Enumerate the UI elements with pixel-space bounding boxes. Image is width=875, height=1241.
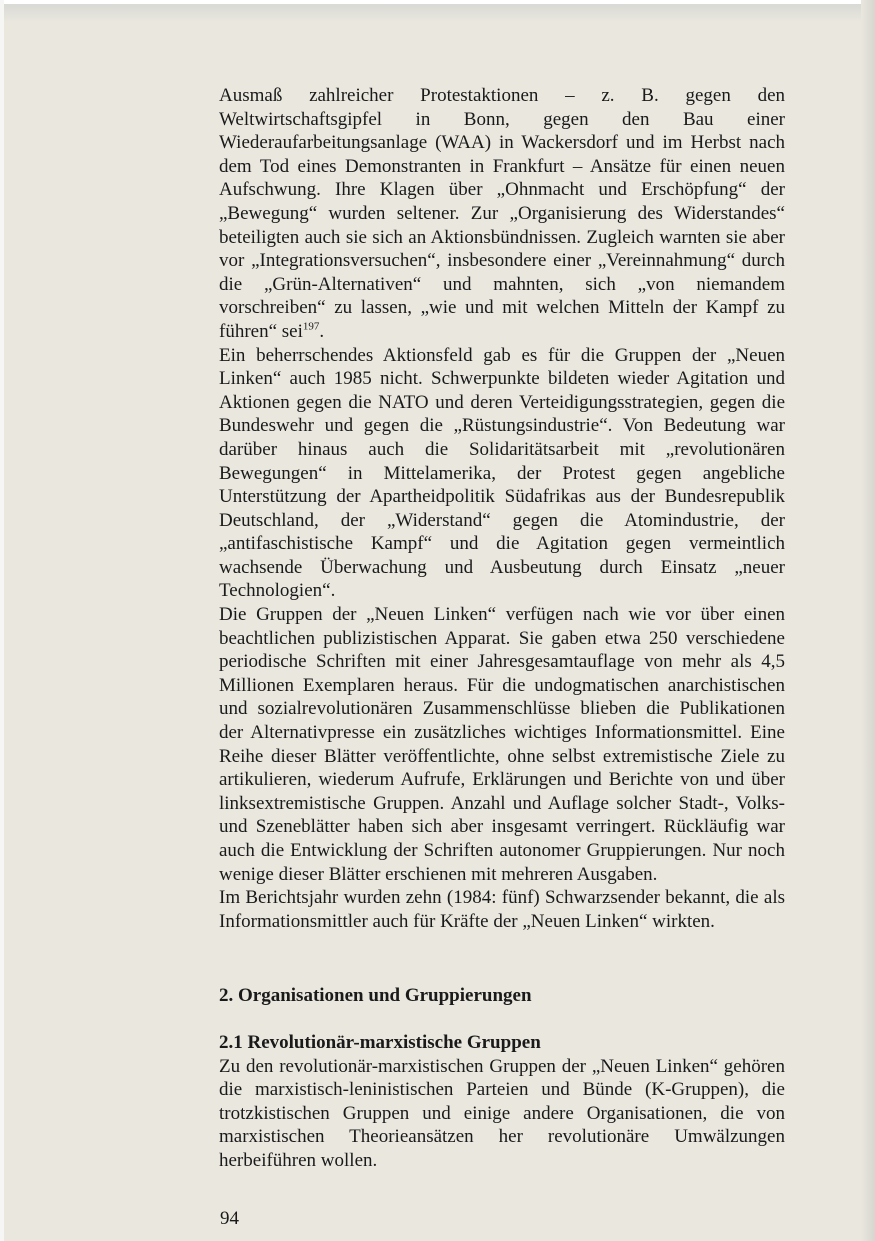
paragraph-end-punctuation: . <box>319 320 325 342</box>
scan-right-edge <box>861 0 875 1241</box>
paragraph-pirate-radio: Im Berichtsjahr wurden zehn (1984: fünf) Schwarzsender bekannt, die als Informationsmittler auch für Kräfte der „Neuen Linken“ wirkten. <box>219 887 785 932</box>
footnote-reference: 197 <box>302 320 320 333</box>
page-number: 94 <box>220 1208 239 1229</box>
paragraph-action-field: Ein beherrschendes Aktionsfeld gab es für die Gruppen der „Neuen Linken“ auch 1985 nicht. Schwerpunkte bildeten wieder Agitation und Aktionen gegen die NATO und deren Verteidigungsstrategien, gegen die Bundeswehr und gegen die „Rüstungsindustrie“. Von Bedeutung war darüber hinaus auch die Solidaritätsarbeit mit „revolutionären Bewegungen“ in Mittelamerika, der Protest gegen angebliche Unterstützung der Apartheidpolitik Südafrikas aus der Bundesrepublik Deutschland, der „Widerstand“ gegen die Atomindustrie, der „antifaschistische Kampf“ und die Agitation gegen vermeintlich wachsende Überwachung und Ausbeutung durch Einsatz „neuer Technologien“. <box>219 344 785 602</box>
section-heading: 2. Organisationen und Gruppierungen <box>219 985 532 1007</box>
paragraph-protest-actions <box>219 84 785 344</box>
scan-top-shadow <box>0 4 875 22</box>
paragraph-text: Ausmaß zahlreicher Protestaktionen – z. B. gegen den Weltwirtschaftsgipfel in Bonn, gegen den Bau einer Wiederaufarbeitungsanlage (WAA) in Wackersdorf und im Herbst nach dem Tod eines Demonstranten in Frankfurt – Ansätze für einen neuen Aufschwung. Ihre Klagen über „Ohnmacht und Erschöpfung“ der „Bewegung“ wurden seltener. Zur „Organisierung des Widerstandes“ beteiligten auch sie sich an Aktionsbündnissen. Zugleich warnten sie aber vor „Integrationsversuchen“, insbesondere einer „Vereinnahmung“ durch die „Grün-Alternativen“ und mahnten, sich „von niemandem vorschreiben“ zu lassen, „wie und mit welchen Mitteln der Kampf zu führen“ sei <box>219 85 785 342</box>
paragraph-publications: Die Gruppen der „Neuen Linken“ verfügen nach wie vor über einen beachtlichen publizistischen Apparat. Sie gaben etwa 250 verschiedene periodische Schriften mit einer Jahresgesamtauflage von mehr als 4,5 Millionen Exemplaren heraus. Für die undogmatischen anarchistischen und sozialrevolutionären Zusammenschlüsse blieben die Publikationen der Alternativpresse ein zusätzliches wichtiges Informationsmittel. Eine Reihe dieser Blätter veröffentlichte, ohne selbst extremistische Ziele zu artikulieren, wiederum Aufrufe, Erklärungen und Berichte von und über linksextremistische Gruppen. Anzahl und Auflage solcher Stadt-, Volks- und Szeneblätter haben sich aber insgesamt verringert. Rückläufig war auch die Entwicklung der Schriften autonomer Gruppierungen. Nur noch wenige dieser Blätter erschienen mit mehreren Ausgaben. <box>219 604 785 885</box>
scan-left-edge <box>0 0 4 1241</box>
page-body <box>219 84 785 1173</box>
subsection-heading: 2.1 Revolutionär-marxistische Gruppen <box>219 1031 541 1053</box>
paragraph-marxist-groups: Zu den revolutionär-marxistischen Gruppen der „Neuen Linken“ gehören die marxistisch-leninistischen Parteien und Bünde (K-Gruppen), die trotzkistischen Gruppen und einige andere Organisationen, die von marxistischen Theorieansätzen her revolutionäre Umwälzungen herbeiführen wollen. <box>219 1055 785 1171</box>
